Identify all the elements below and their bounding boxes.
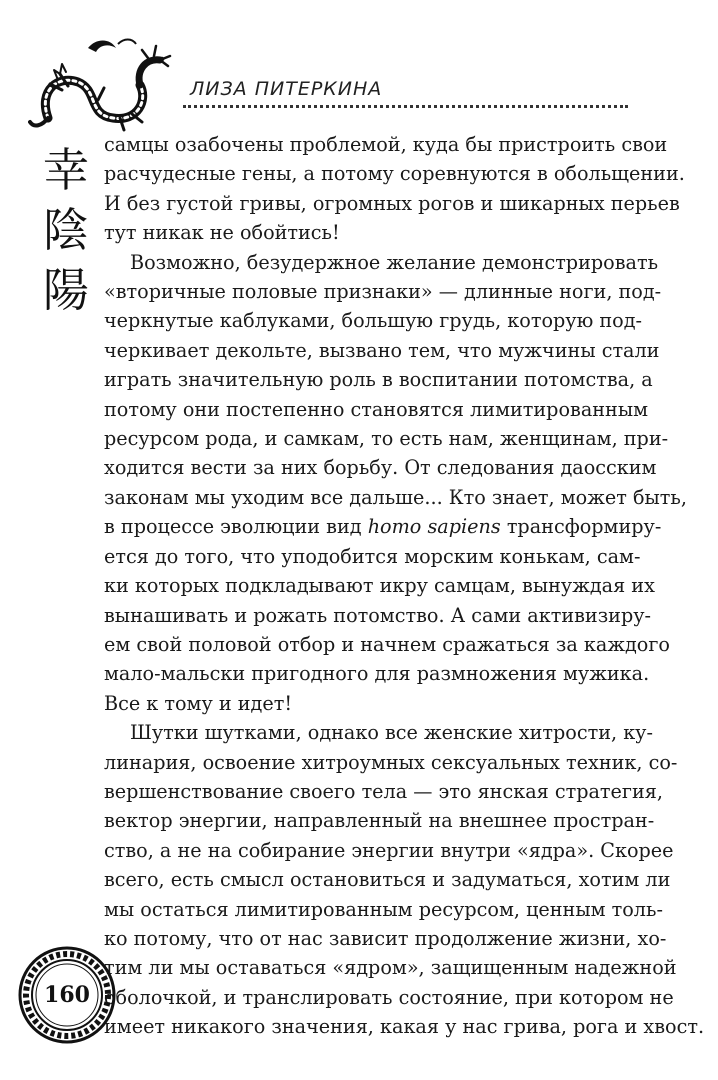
- side-symbol-yin: 陰: [43, 203, 89, 257]
- text-line: законам мы уходим все дальше... Кто знает, может быть,: [104, 485, 687, 509]
- paragraph-3: [104, 718, 705, 1041]
- text-line: расчудесные гены, а потому соревнуются в обольщении.: [104, 162, 685, 186]
- body-text: [104, 130, 705, 1042]
- text-line: Шутки шутками, однако все женские хитрости, ку-: [130, 721, 653, 745]
- side-symbol-yang: 陽: [43, 263, 89, 317]
- text-line: ко потому, что от нас зависит продолжение жизни, хо-: [104, 926, 667, 950]
- text-line: тим ли мы оставаться «ядром», защищенным надежной: [104, 956, 677, 980]
- text-line: самцы озабочены проблемой, куда бы пристроить свои: [104, 133, 668, 156]
- text-line: линария, освоение хитроумных сексуальных техник, со-: [104, 750, 678, 774]
- text-line: ется до того, что уподобится морским конькам, сам-: [104, 544, 641, 568]
- text-line: Возможно, безудержное желание демонстрировать: [130, 250, 659, 274]
- side-symbols: [36, 140, 96, 320]
- text-line: тут никак не обойтись!: [104, 221, 340, 245]
- text-line: Все к тому и идет!: [104, 691, 293, 715]
- header-dotted-divider: [183, 105, 628, 108]
- text-line: ство, а не на собирание энергии внутри «ядра». Скорее: [104, 838, 674, 862]
- paragraph-1: [104, 130, 685, 248]
- text-line: мы остаться лимитированным ресурсом, ценным толь-: [104, 897, 663, 921]
- text-line: ресурсом рода, и самкам, то есть нам, женщинам, при-: [104, 427, 669, 451]
- text-line: имеет никакого значения, какая у нас грива, рога и хвост.: [104, 1015, 705, 1039]
- text-line: И без густой гривы, огромных рогов и шикарных перьев: [104, 191, 680, 215]
- text-line: вершенствование своего тела — это янская стратегия,: [104, 779, 663, 803]
- paragraph-2: [104, 248, 687, 719]
- text-line: вынашивать и рожать потомство. А сами активизиру-: [104, 603, 652, 627]
- page-number: 160: [44, 982, 90, 1008]
- text-line: ходится вести за них борьбу. От следования даосским: [104, 456, 657, 480]
- text-line: играть значительную роль в воспитании потомства, а: [104, 368, 653, 392]
- text-line: ем свой половой отбор и начнем сражаться за каждого: [104, 632, 670, 656]
- side-symbol-fortune: 幸: [43, 143, 89, 197]
- text-line: оболочкой, и транслировать состояние, при котором не: [104, 985, 674, 1009]
- text-line: мало-мальски пригодного для размножения мужика.: [104, 662, 650, 686]
- text-line: черкивает декольте, вызвано тем, что мужчины стали: [104, 338, 660, 362]
- text-line: ки которых подкладывают икру самцам, вынуждая их: [104, 574, 655, 598]
- text-line: «вторичные половые признаки» — длинные ноги, под-: [104, 280, 662, 304]
- text-line: вектор энергии, направленный на внешнее простран-: [104, 809, 655, 833]
- text-line: черкнутые каблуками, большую грудь, которую под-: [104, 309, 643, 333]
- text-line: в процессе эволюции вид homo sapiens трансформиру-: [104, 515, 662, 539]
- text-line: потому они постепенно становятся лимитированным: [104, 397, 649, 421]
- text-line: всего, есть смысл остановиться и задуматься, хотим ли: [104, 868, 671, 892]
- running-header-author: ЛИЗА ПИТЕРКИНА: [190, 78, 383, 100]
- dragon-emblem-icon: [28, 30, 178, 140]
